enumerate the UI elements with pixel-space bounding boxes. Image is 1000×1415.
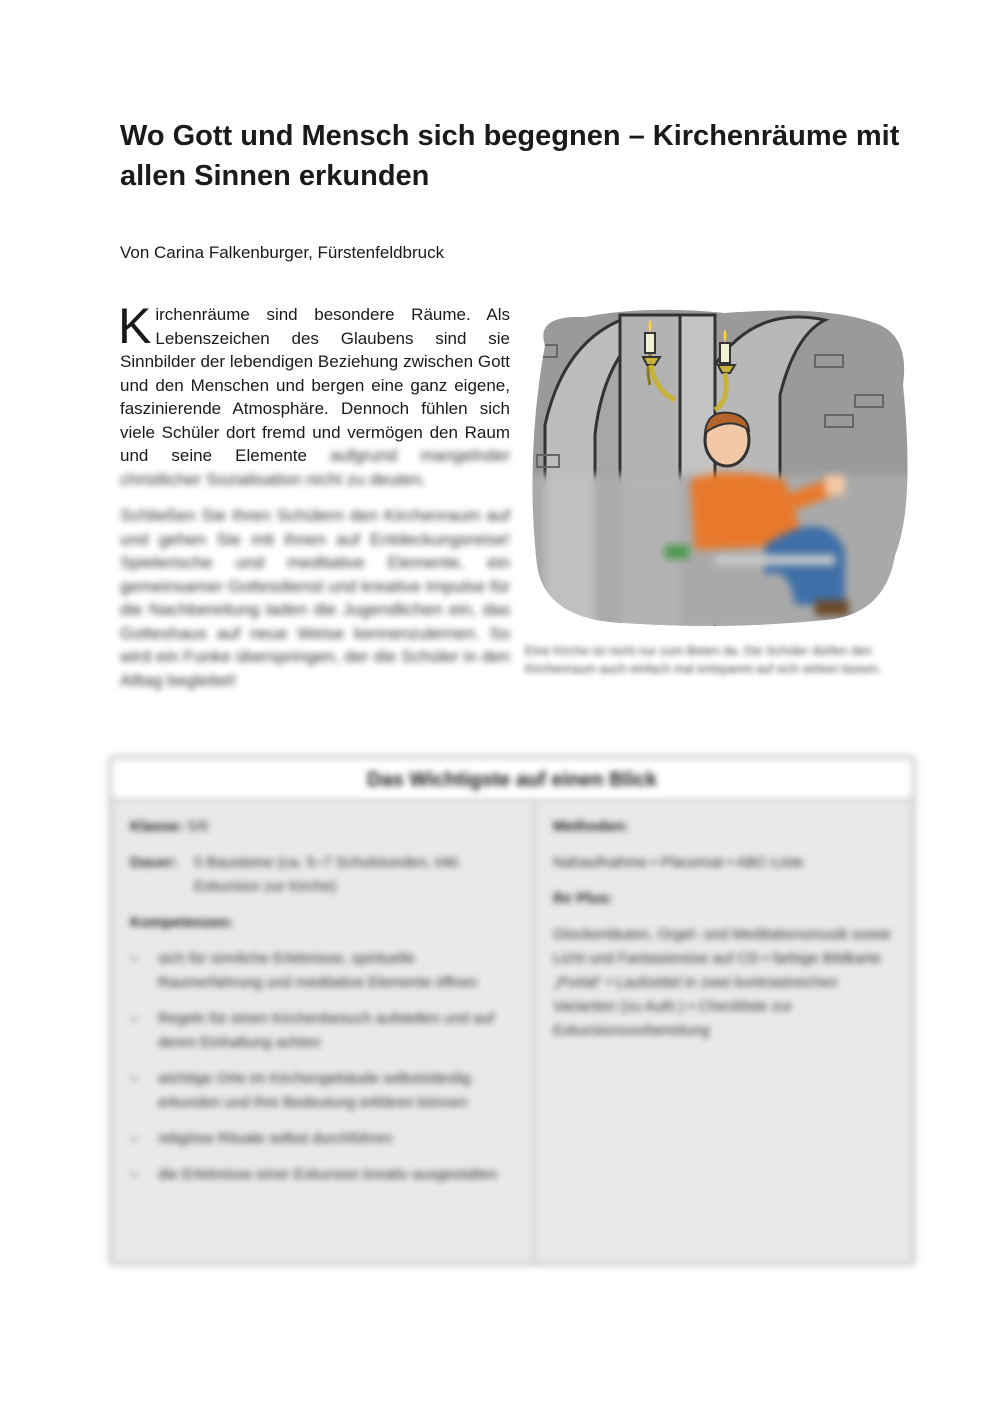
intro-p1-visible: irchenräume sind besondere Räume. Als Lebenszeichen des Glaubens sind sie Sinnbilder der lebendigen Beziehung zwischen Gott und den Menschen und bergen eine ganz eigene, faszinierende Atmosphäre. Dennoch fühlen sich viele Schüler dort fremd und vermögen den Raum und seine Elemente xyxy=(120,305,510,465)
overview-box-title: Das Wichtigste auf einen Blick xyxy=(112,759,912,801)
methoden-label-row xyxy=(553,815,894,839)
methoden-label: Methoden: xyxy=(553,818,629,835)
intro-text xyxy=(118,298,510,692)
dash-icon: – xyxy=(130,1070,139,1087)
plus-label-row xyxy=(553,887,894,911)
list-item: – Regeln für einen Kirchenbesuch aufstellen und auf deren Einhaltung achten xyxy=(130,1007,515,1055)
plus-label: Ihr Plus: xyxy=(553,890,614,907)
dauer-label: Dauer: xyxy=(130,854,178,871)
page-title: Wo Gott und Mensch sich begegnen – Kirchenräume mit allen Sinnen erkunden xyxy=(120,120,900,192)
list-item: – religiöse Rituale selbst durchführen xyxy=(130,1127,515,1151)
author-line: Von Carina Falkenburger, Fürstenfeldbruck xyxy=(120,243,445,262)
illustration-svg xyxy=(525,305,910,630)
dash-icon: – xyxy=(130,1166,139,1183)
intro-paragraph-1 xyxy=(118,298,510,491)
dropcap-letter: K xyxy=(118,298,152,354)
kompetenzen-label: Kompetenzen: xyxy=(130,914,234,931)
list-item: – wichtige Orte im Kirchengebäude selbstständig erkunden und ihre Bedeutung erklären können xyxy=(130,1067,515,1115)
figure-caption: Eine Kirche ist nicht nur zum Beten da. Die Schüler dürfen den Kirchenraum auch einfach mal entspannt auf sich wirken lassen. xyxy=(525,644,882,676)
overview-right-column xyxy=(535,801,912,1262)
klasse-label: Klasse: xyxy=(130,818,184,835)
church-illustration xyxy=(525,305,910,630)
dauer-value: 5 Bausteine (ca. 5–7 Schulstunden, inkl. Exkursion zur Kirche) xyxy=(194,854,462,895)
kompetenzen-label-row xyxy=(130,911,515,935)
dash-icon: – xyxy=(130,1130,139,1147)
dash-icon: – xyxy=(130,950,139,967)
overview-columns xyxy=(112,801,912,1262)
list-item: – sich für sinnliche Erlebnisse, spirituelle Raumerfahrung und meditative Elemente öffnen xyxy=(130,947,515,995)
overview-box xyxy=(110,757,914,1264)
klasse-value: 5/6 xyxy=(187,818,209,835)
plus-value: Glockenläuten, Orgel- und Meditationsmusik sowie Licht und Fantasiereise auf CD • farbige Bildkarte „Portal“ • Laufzettel in zwei kontrastreichen Varianten (zu Auth.) • Checkliste zur Exkursionsvorbereitung xyxy=(553,926,891,1039)
kompetenzen-list xyxy=(130,947,515,1187)
intro-paragraph-2: Schließen Sie Ihren Schülern den Kirchenraum auf und gehen Sie mit ihnen auf Entdeckungsreise! Spielerische und meditative Elemente, ein gemeinsamer Gottesdienst und kreative Impulse für die Nachbereitung laden die Jugendlichen ein, das Gotteshaus auf neue Weise kennenzulernen. So wird ein Funke überspringen, der die Schüler in den Alltag begleitet! xyxy=(120,506,510,690)
dash-icon: – xyxy=(130,1010,139,1027)
methoden-value: Nahaufnahme • Placemat • ABC-Liste xyxy=(553,854,804,871)
list-item: – die Erlebnisse einer Exkursion kreativ ausgestalten xyxy=(130,1163,515,1187)
klasse-row xyxy=(130,815,515,839)
dauer-row xyxy=(130,851,515,899)
overview-left-column xyxy=(112,801,535,1262)
intro-p1-blurred: aufgrund mangelnder christlicher Sozialisation nicht zu deuten. xyxy=(120,446,510,489)
